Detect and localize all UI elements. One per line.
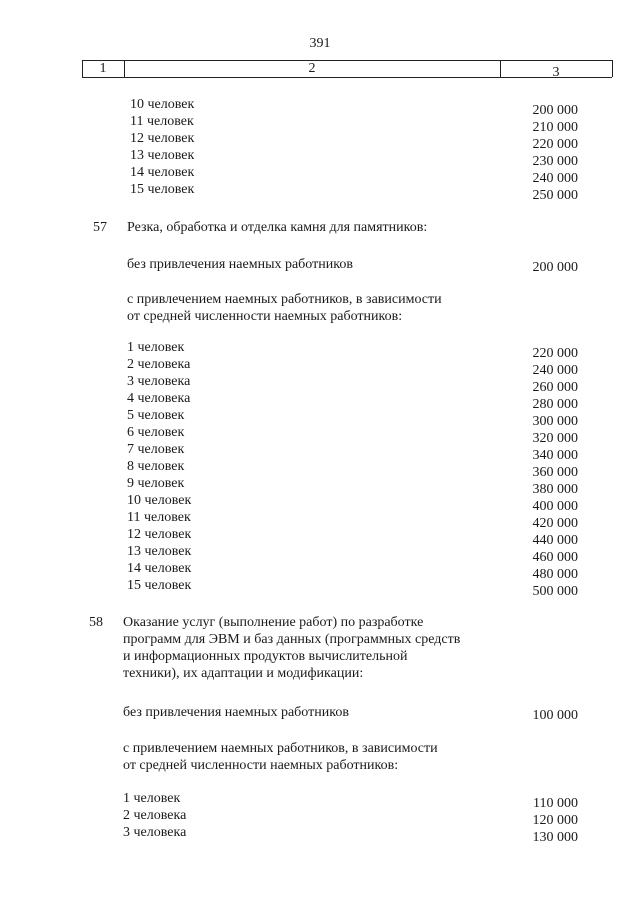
page-number: 391 xyxy=(309,36,331,51)
row-value: 130 000 xyxy=(532,830,578,845)
row-value: 320 000 xyxy=(532,431,578,446)
row-value: 220 000 xyxy=(532,137,578,152)
row-value: 110 000 xyxy=(533,796,578,811)
row-label: 3 человека xyxy=(127,374,191,389)
row-label: 6 человек xyxy=(127,425,185,440)
section-title-line: программ для ЭВМ и баз данных (программных средств xyxy=(123,632,461,647)
row-label: 11 человек xyxy=(127,510,191,525)
row-value: 300 000 xyxy=(532,414,578,429)
row-value: 230 000 xyxy=(532,154,578,169)
without-employees-label: без привлечения наемных работников xyxy=(123,705,349,720)
section-number: 57 xyxy=(93,220,107,235)
with-employees-line: от средней численности наемных работников: xyxy=(127,309,403,324)
row-label: 3 человека xyxy=(123,825,187,840)
section-title-line: техники), их адаптации и модификации: xyxy=(123,666,364,681)
row-label: 5 человек xyxy=(127,408,185,423)
row-value: 500 000 xyxy=(532,584,578,599)
row-value: 380 000 xyxy=(532,482,578,497)
row-value: 280 000 xyxy=(532,397,578,412)
header-col-3: 3 xyxy=(552,65,560,80)
with-employees-line: с привлечением наемных работников, в зависимости xyxy=(127,292,442,307)
row-value: 240 000 xyxy=(532,171,578,186)
row-value: 400 000 xyxy=(532,499,578,514)
row-value: 420 000 xyxy=(532,516,578,531)
row-label: 15 человек xyxy=(130,182,195,197)
row-value: 200 000 xyxy=(532,103,578,118)
row-label: 8 человек xyxy=(127,459,185,474)
row-label: 14 человек xyxy=(127,561,192,576)
row-label: 2 человека xyxy=(127,357,191,372)
without-employees-value: 200 000 xyxy=(532,260,578,275)
section-title-line: и информационных продуктов вычислительной xyxy=(123,649,408,664)
row-value: 260 000 xyxy=(532,380,578,395)
row-label: 9 человек xyxy=(127,476,185,491)
row-value: 480 000 xyxy=(532,567,578,582)
row-label: 11 человек xyxy=(130,114,194,129)
row-label: 1 человек xyxy=(123,791,181,806)
row-label: 13 человек xyxy=(130,148,195,163)
row-value: 440 000 xyxy=(532,533,578,548)
row-label: 12 человек xyxy=(127,527,192,542)
without-employees-value: 100 000 xyxy=(532,708,578,723)
row-label: 12 человек xyxy=(130,131,195,146)
row-value: 120 000 xyxy=(532,813,578,828)
row-value: 360 000 xyxy=(532,465,578,480)
row-label: 10 человек xyxy=(127,493,192,508)
header-col-2: 2 xyxy=(308,61,316,76)
header-divider xyxy=(612,60,613,77)
with-employees-line: с привлечением наемных работников, в зависимости xyxy=(123,741,438,756)
row-value: 250 000 xyxy=(532,188,578,203)
section-title-line: Оказание услуг (выполнение работ) по разработке xyxy=(123,615,424,630)
without-employees-label: без привлечения наемных работников xyxy=(127,257,353,272)
row-value: 340 000 xyxy=(532,448,578,463)
row-label: 14 человек xyxy=(130,165,195,180)
row-label: 7 человек xyxy=(127,442,185,457)
row-label: 13 человек xyxy=(127,544,192,559)
row-value: 210 000 xyxy=(532,120,578,135)
header-col-1: 1 xyxy=(99,61,107,76)
with-employees-line: от средней численности наемных работников: xyxy=(123,758,399,773)
row-label: 2 человека xyxy=(123,808,187,823)
row-value: 460 000 xyxy=(532,550,578,565)
row-label: 15 человек xyxy=(127,578,192,593)
row-value: 240 000 xyxy=(532,363,578,378)
row-label: 1 человек xyxy=(127,340,185,355)
row-label: 4 человека xyxy=(127,391,191,406)
section-title: Резка, обработка и отделка камня для памятников: xyxy=(127,220,428,235)
row-label: 10 человек xyxy=(130,97,195,112)
row-value: 220 000 xyxy=(532,346,578,361)
section-number: 58 xyxy=(89,615,103,630)
